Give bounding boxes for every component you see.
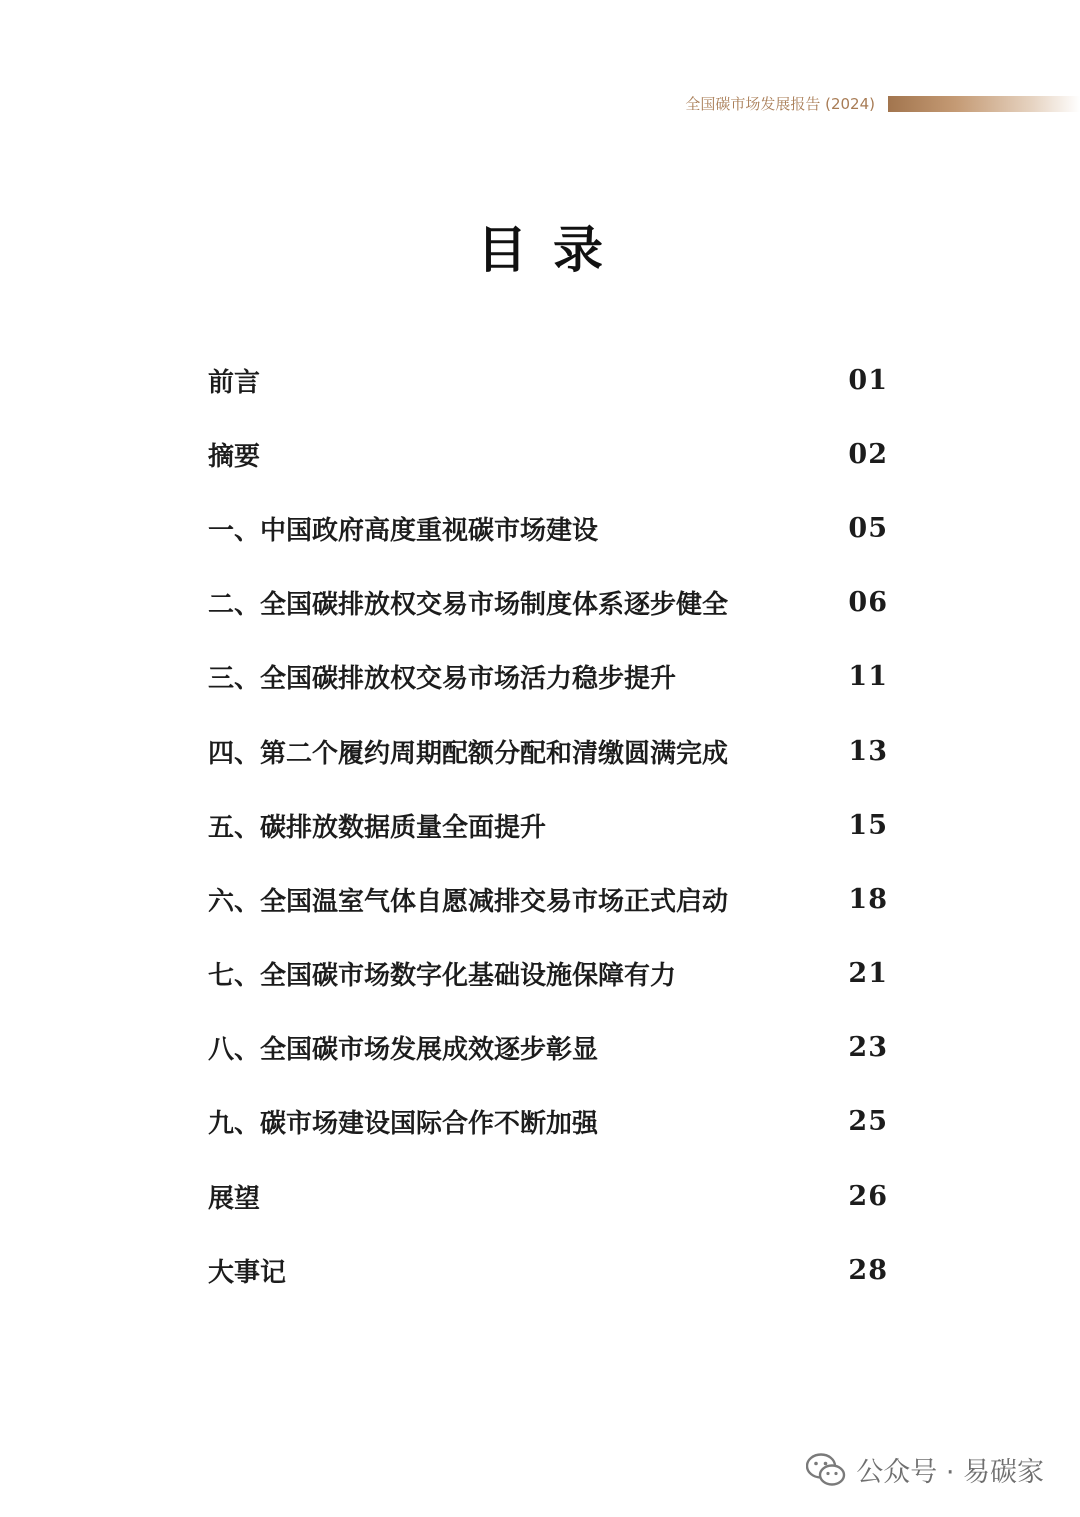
toc-item-chronicle[interactable] <box>208 1233 888 1307</box>
toc-item-label: 展望 <box>208 1183 261 1214</box>
toc-item-chapter-8[interactable] <box>208 1011 888 1085</box>
toc-item-page: 23 <box>848 1032 888 1064</box>
watermark-text: 公众号 · 易碳家 <box>856 1457 1044 1488</box>
toc-item-page: 13 <box>848 735 888 767</box>
toc-item-page: 18 <box>848 883 888 915</box>
toc-item-label: 七、全国碳市场数字化基础设施保障有力 <box>208 961 677 992</box>
toc-item-chapter-6[interactable] <box>208 862 888 936</box>
toc-item-chapter-1[interactable] <box>208 491 888 565</box>
toc-item-page: 21 <box>848 958 888 990</box>
toc-item-chapter-4[interactable] <box>208 714 888 788</box>
toc-item-page: 25 <box>848 1106 888 1138</box>
toc-item-page: 11 <box>848 661 888 693</box>
toc-item-abstract[interactable] <box>208 417 888 491</box>
toc-item-label: 二、全国碳排放权交易市场制度体系逐步健全 <box>208 590 729 621</box>
watermark <box>806 1450 1044 1489</box>
toc-heading: 目录 <box>477 220 629 279</box>
toc-item-label: 大事记 <box>208 1257 287 1288</box>
page-header <box>0 92 1080 118</box>
toc-item-page: 15 <box>848 809 888 841</box>
toc-item-chapter-7[interactable] <box>208 937 888 1011</box>
toc-item-chapter-9[interactable] <box>208 1085 888 1159</box>
toc-item-label: 九、碳市场建设国际合作不断加强 <box>208 1109 599 1140</box>
toc-item-label: 五、碳排放数据质量全面提升 <box>208 812 547 843</box>
toc-item-chapter-3[interactable] <box>208 640 888 714</box>
toc-item-chapter-2[interactable] <box>208 566 888 640</box>
toc-item-label: 摘要 <box>208 441 261 472</box>
toc-item-preface[interactable] <box>208 343 888 417</box>
toc-item-page: 02 <box>848 438 888 470</box>
toc-item-page: 26 <box>848 1180 888 1212</box>
toc-item-label: 前言 <box>208 367 261 398</box>
toc-item-page: 28 <box>848 1254 888 1286</box>
toc-item-label: 四、第二个履约周期配额分配和清缴圆满完成 <box>208 738 729 769</box>
wechat-icon <box>806 1453 846 1487</box>
toc-item-page: 05 <box>848 512 888 544</box>
toc-item-label: 三、全国碳排放权交易市场活力稳步提升 <box>208 664 677 695</box>
toc-item-page: 01 <box>848 364 888 396</box>
report-title: 全国碳市场发展报告 (2024) <box>685 95 875 113</box>
toc-item-page: 06 <box>848 587 888 619</box>
toc-item-label: 六、全国温室气体自愿减排交易市场正式启动 <box>208 886 729 917</box>
toc-item-outlook[interactable] <box>208 1159 888 1233</box>
toc-list <box>208 343 888 1307</box>
toc-item-label: 八、全国碳市场发展成效逐步彰显 <box>208 1035 599 1066</box>
toc-item-chapter-5[interactable] <box>208 788 888 862</box>
header-accent-bar <box>888 96 1080 112</box>
toc-item-label: 一、中国政府高度重视碳市场建设 <box>208 515 599 546</box>
